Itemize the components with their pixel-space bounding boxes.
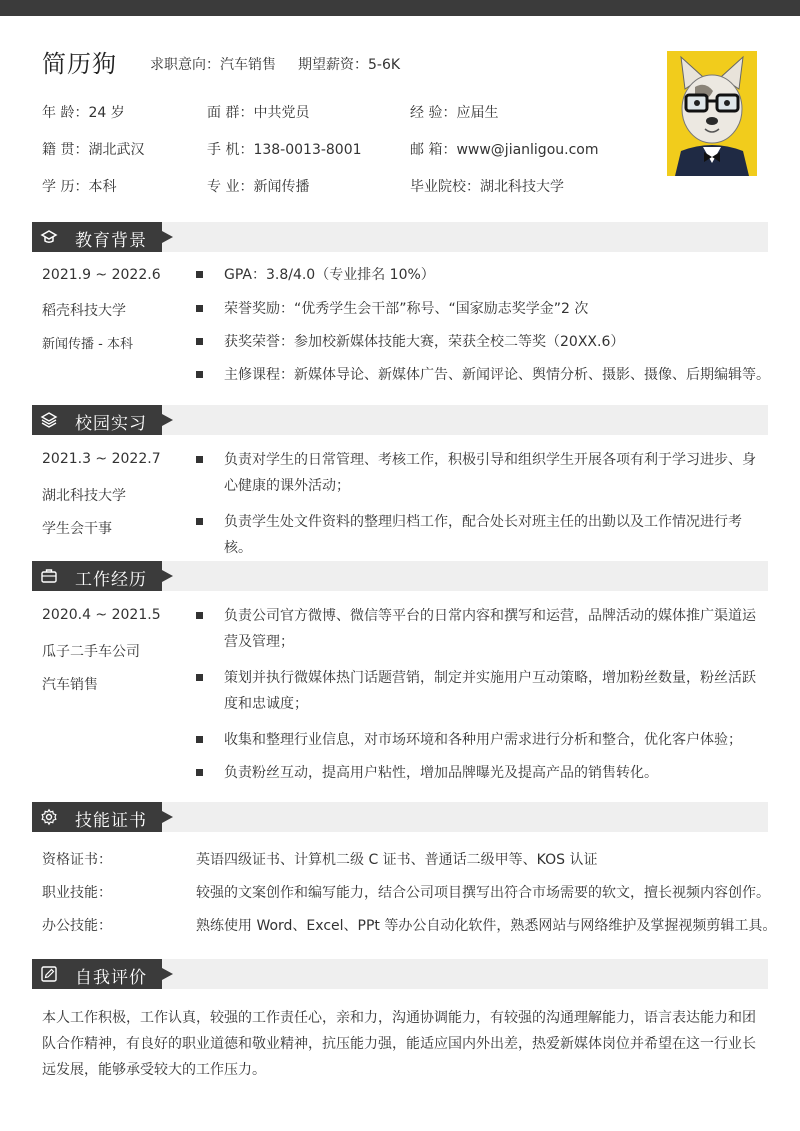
section-title-skills: 技能证书	[75, 811, 147, 831]
expected-salary: 期望薪资：5-6K	[298, 57, 401, 73]
work-period: 2020.4 ~ 2021.5	[42, 607, 161, 623]
info-phone: 手 机：138-0013-8001	[207, 142, 362, 158]
info-email: 邮 箱：www@jianligou.com	[410, 142, 599, 158]
section-self-eval-header	[32, 959, 768, 989]
section-education-header	[32, 222, 768, 252]
candidate-name: 简历狗	[42, 50, 117, 78]
info-degree: 学 历：本科	[42, 179, 117, 195]
self-evaluation-text: 本人工作积极，工作认真，较强的工作责任心，亲和力，沟通协调能力，有较强的沟通理解能力，语言表达能力和团队合作精神，有良好的职业道德和敬业精神，抗压能力强，能适应国内外出差，热爱新媒体岗位并希望在这一行业长远发展，能够承受较大的工作压力。	[42, 1010, 756, 1078]
skill-label: 职业技能：	[42, 885, 112, 901]
education-school: 稻壳科技大学	[42, 303, 126, 319]
education-bullet: GPA：3.8/4.0（专业排名 10%）	[196, 262, 435, 288]
layers-icon	[40, 411, 58, 429]
internship-bullet: 负责对学生的日常管理、考核工作，积极引导和组织学生开展各项有利于学习进步、身心健康的课外活动；	[196, 447, 768, 499]
section-work-header	[32, 561, 768, 591]
info-experience: 经 验：应届生	[410, 105, 499, 121]
skill-label: 办公技能：	[42, 918, 112, 934]
briefcase-icon	[40, 567, 58, 585]
work-bullet: 负责公司官方微博、微信等平台的日常内容和撰写和运营，品牌活动的媒体推广渠道运营及管理；	[196, 603, 768, 655]
internship-period: 2021.3 ~ 2022.7	[42, 451, 161, 467]
section-internship-header	[32, 405, 768, 435]
education-bullet: 获奖荣誉：参加校新媒体技能大赛，荣获全校二等奖（20XX.6）	[196, 329, 624, 355]
internship-bullet: 负责学生处文件资料的整理归档工作，配合处长对班主任的出勤以及工作情况进行考核。	[196, 509, 768, 561]
skill-value: 英语四级证书、计算机二级 C 证书、普通话二级甲等、KOS 认证	[196, 852, 598, 868]
work-company: 瓜子二手车公司	[42, 644, 140, 660]
section-title-education: 教育背景	[75, 231, 147, 251]
section-skills-header	[32, 802, 768, 832]
education-bullet: 荣誉奖励：“优秀学生会干部”称号、“国家励志奖学金”2 次	[196, 296, 588, 322]
work-bullet: 负责粉丝互动，提高用户粘性，增加品牌曝光及提高产品的销售转化。	[196, 760, 658, 786]
profile-photo	[667, 51, 757, 176]
info-age: 年 龄：24 岁	[42, 105, 125, 121]
skill-value: 较强的文案创作和编写能力，结合公司项目撰写出符合市场需要的软文，擅长视频内容创作。	[196, 885, 770, 901]
internship-role: 学生会干事	[42, 521, 112, 537]
gear-icon	[40, 808, 58, 826]
section-title-work: 工作经历	[75, 570, 147, 590]
graduation-cap-icon	[40, 228, 58, 246]
info-major: 专 业：新闻传播	[207, 179, 310, 195]
education-bullet: 主修课程：新媒体导论、新媒体广告、新闻评论、舆情分析、摄影、摄像、后期编辑等。	[196, 362, 770, 388]
section-title-self-eval: 自我评价	[75, 968, 147, 988]
top-bar	[0, 0, 800, 16]
skill-label: 资格证书：	[42, 852, 112, 868]
info-politics: 面 群：中共党员	[207, 105, 310, 121]
info-school: 毕业院校：湖北科技大学	[410, 179, 564, 195]
section-title-internship: 校园实习	[75, 414, 147, 434]
education-period: 2021.9 ~ 2022.6	[42, 267, 161, 283]
info-hometown: 籍 贯：湖北武汉	[42, 142, 145, 158]
work-bullet: 策划并执行微媒体热门话题营销，制定并实施用户互动策略，增加粉丝数量，粉丝活跃度和忠诚度；	[196, 665, 768, 717]
edit-icon	[40, 965, 58, 983]
job-intent: 求职意向：汽车销售	[150, 57, 276, 73]
internship-org: 湖北科技大学	[42, 488, 126, 504]
work-bullet: 收集和整理行业信息，对市场环境和各种用户需求进行分析和整合，优化客户体验；	[196, 727, 742, 753]
skill-value: 熟练使用 Word、Excel、PPt 等办公自动化软件，熟悉网站与网络维护及掌握视频剪辑工具。	[196, 918, 777, 934]
education-major: 新闻传播 - 本科	[42, 337, 133, 352]
work-role: 汽车销售	[42, 677, 98, 693]
